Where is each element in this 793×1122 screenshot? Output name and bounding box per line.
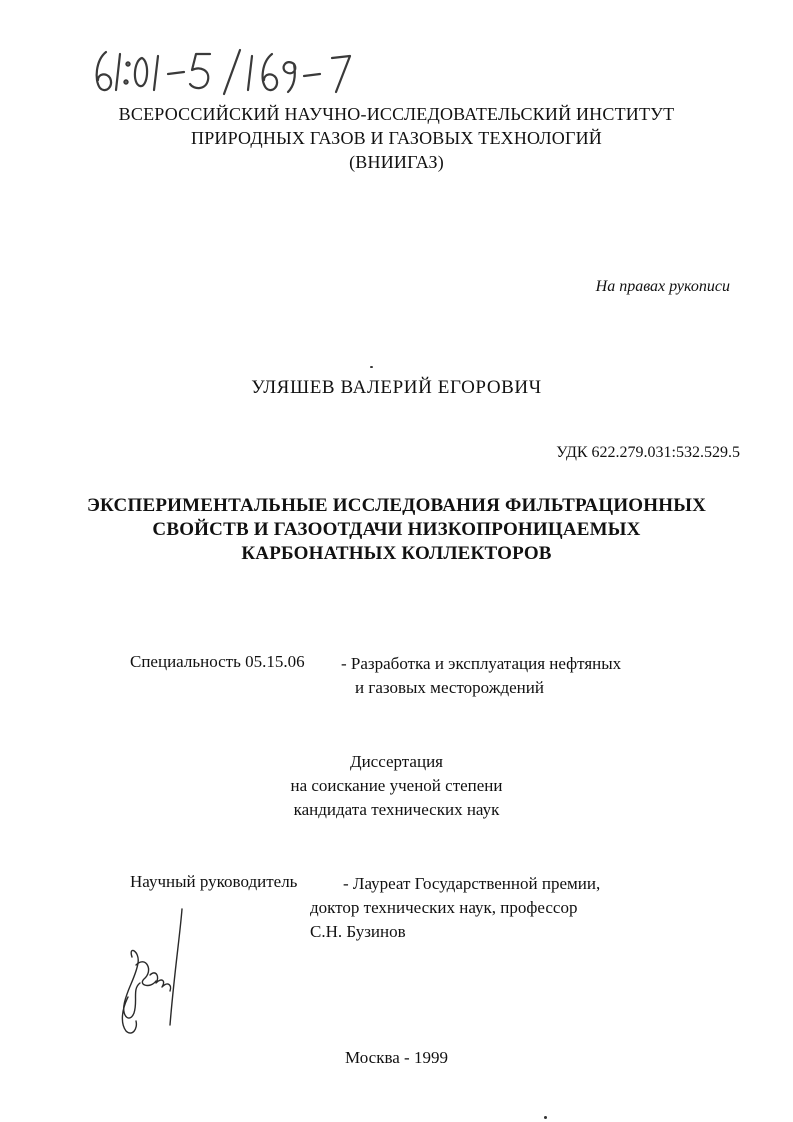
- supervisor-label: Научный руководитель: [130, 872, 298, 891]
- institute-abbreviation: (ВНИИГАЗ): [349, 152, 444, 172]
- title-line: СВОЙСТВ И ГАЗООТДАЧИ НИЗКОПРОНИЦАЕМЫХ: [152, 519, 641, 540]
- specialty-description: [341, 652, 621, 700]
- handwritten-archive-code: [88, 40, 388, 100]
- institute-line: ВСЕРОССИЙСКИЙ НАУЧНО-ИССЛЕДОВАТЕЛЬСКИЙ ИНСТИТУТ: [118, 104, 675, 124]
- specialty-line: и газовых месторождений: [355, 678, 544, 697]
- supervisor-name: С.Н. Бузинов: [310, 922, 406, 941]
- city-year: Москва - 1999: [345, 1048, 448, 1067]
- institute-line: ПРИРОДНЫХ ГАЗОВ И ГАЗОВЫХ ТЕХНОЛОГИЙ: [191, 128, 602, 148]
- scan-speck: [370, 366, 373, 368]
- handwritten-signature: [110, 905, 210, 1045]
- dissertation-title: [0, 494, 793, 566]
- degree-line: на соискание ученой степени: [290, 776, 503, 795]
- degree-line: кандидата технических наук: [293, 800, 500, 819]
- title-line: ЭКСПЕРИМЕНТАЛЬНЫЕ ИССЛЕДОВАНИЯ ФИЛЬТРАЦИОННЫХ: [86, 495, 707, 516]
- title-line: КАРБОНАТНЫХ КОЛЛЕКТОРОВ: [241, 543, 552, 564]
- institute-name: [0, 102, 793, 174]
- author-name: УЛЯШЕВ ВАЛЕРИЙ ЕГОРОВИЧ: [251, 377, 542, 398]
- supervisor-line: - Лауреат Государственной премии,: [343, 874, 601, 893]
- supervisor-details: [310, 872, 601, 944]
- degree-line: Диссертация: [349, 752, 443, 771]
- rights-note: На правах рукописи: [595, 278, 730, 295]
- degree-statement: [0, 750, 793, 822]
- specialty-label: Специальность 05.15.06: [130, 652, 305, 671]
- scan-speck: [544, 1116, 547, 1119]
- udk-code: УДК 622.279.031:532.529.5: [556, 444, 740, 461]
- supervisor-line: доктор технических наук, профессор: [310, 898, 578, 917]
- specialty-line: - Разработка и эксплуатация нефтяных: [341, 654, 622, 673]
